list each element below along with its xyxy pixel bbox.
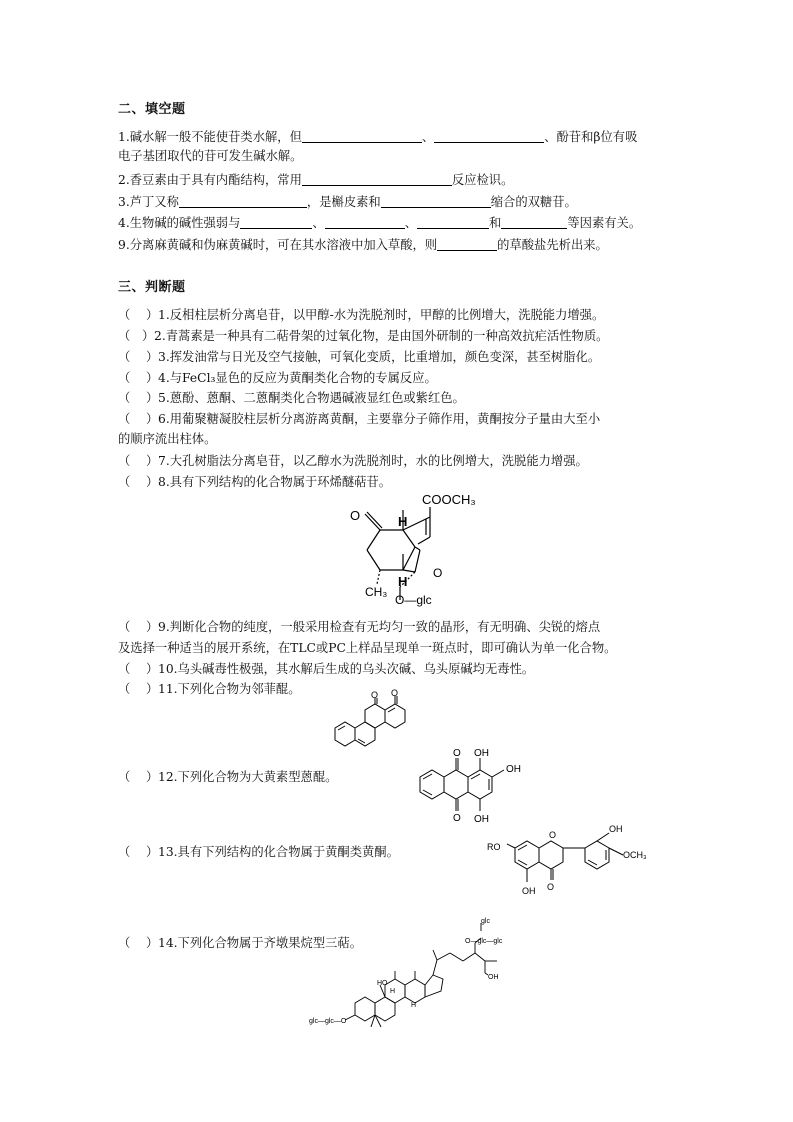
tf-item-1: （ ）1.反相柱层析分离皂苷，以甲醇-水为洗脱剂时，甲醇的比例增大，洗脱能力增强。 — [118, 308, 605, 322]
answer-blank[interactable] — [434, 129, 544, 143]
answer-parentheses[interactable]: （ ） — [118, 662, 159, 676]
tf-item-4: （ ）4.与FeCl₃显色的反应为黄酮类化合物的专属反应。 — [118, 371, 437, 385]
answer-parentheses[interactable]: （ ） — [118, 329, 155, 343]
answer-parentheses[interactable]: （ ） — [118, 682, 159, 696]
fill-q9: 9.分离麻黄碱和伪麻黄碱时，可在其水溶液中加入草酸，则 的草酸盐先析出来。 — [118, 238, 608, 252]
tf-item-9: （ ）9.判断化合物的纯度，一般采用检查有无均匀一致的晶形，有无明确、尖锐的熔点 — [118, 620, 601, 634]
answer-parentheses[interactable]: （ ） — [118, 308, 159, 322]
triterpene-sugar-left-label: glc—glc—O — [309, 1018, 347, 1025]
fill-q1-line2: 电子基团取代的苷可发生碱水解。 — [118, 149, 303, 163]
answer-blank[interactable] — [325, 215, 405, 229]
tf-item-10: （ ）10.乌头碱毒性极强，其水解后生成的乌头次碱、乌头原碱均无毒性。 — [118, 662, 535, 676]
iridoid-ester-label: COOCH₃ — [422, 492, 476, 507]
triterpene-ho-ring-label: HO — [377, 980, 388, 987]
iridoid-h-top-label: H — [398, 514, 408, 529]
section-fill-blank-title: 二、填空题 — [118, 102, 186, 117]
phenanthrenequinone-o1-label: O — [371, 690, 379, 700]
triterpene-sugar-right-label: O—glc—glc — [465, 938, 503, 945]
iridoid-glycoside-structure — [320, 492, 476, 612]
answer-parentheses[interactable]: （ ） — [118, 412, 159, 426]
answer-parentheses[interactable]: （ ） — [118, 475, 159, 489]
answer-blank[interactable] — [501, 215, 567, 229]
answer-blank[interactable] — [302, 172, 452, 186]
anthraquinone-oh3-label: OH — [474, 814, 489, 825]
triterpene-saponin-structure — [305, 915, 530, 1035]
fill-q1-line1: 1.碱水解一般不能使苷类水解，但 、 、酚苷和β位有吸 — [118, 130, 638, 144]
tf-item-6: （ ）6.用葡聚糖凝胶柱层析分离游离黄酮，主要靠分子筛作用，黄酮按分子量由大至小 — [118, 412, 601, 426]
answer-blank[interactable] — [302, 129, 422, 143]
iridoid-glycoside-label: O—glc — [395, 593, 432, 607]
tf-item-6-cont: 的顺序流出柱体。 — [118, 432, 217, 446]
flavanone-och3-label: OCH₃ — [623, 850, 647, 860]
tf-item-14: （ ）14.下列化合物属于齐墩果烷型三萜。 — [118, 936, 363, 950]
anthraquinone-o-bot-label: O — [453, 813, 461, 824]
triterpene-h2-label: H — [411, 1002, 417, 1009]
answer-parentheses[interactable]: （ ） — [118, 391, 159, 405]
tf-item-13: （ ）13.具有下列结构的化合物属于黄酮类黄酮。 — [118, 845, 399, 859]
answer-parentheses[interactable]: （ ） — [118, 371, 159, 385]
answer-parentheses[interactable]: （ ） — [118, 936, 159, 950]
iridoid-methyl-label: CH₃ — [365, 585, 388, 599]
triterpene-glc-top-label: glc — [481, 918, 490, 925]
fill-q2: 2.香豆素由于具有内酯结构，常用 反应检识。 — [118, 173, 514, 187]
tf-item-3: （ ）3.挥发油常与日光及空气接触，可氧化变质，比重增加，颜色变深，甚至树脂化。 — [118, 350, 601, 364]
fill-q3: 3.芦丁又称 ，是槲皮素和 缩合的双糖苷。 — [118, 195, 577, 209]
triterpene-h1-label: H — [390, 988, 396, 995]
answer-blank[interactable] — [437, 237, 497, 251]
triterpene-oh-side-label: OH — [488, 974, 499, 981]
answer-parentheses[interactable]: （ ） — [118, 620, 159, 634]
phenanthrenequinone-o2-label: O — [391, 688, 399, 698]
tf-item-9-cont: 及选择一种适当的展开系统，在TLC或PC上样品呈现单一斑点时，即可确认为单一化合物。 — [118, 641, 617, 655]
flavanone-oh-top-label: OH — [609, 824, 623, 834]
tf-item-12: （ ）12.下列化合物为大黄素型蒽醌。 — [118, 770, 338, 784]
flavanone-carbonyl-label: O — [547, 882, 555, 892]
answer-parentheses[interactable]: （ ） — [118, 845, 159, 859]
fill-q4: 4.生物碱的碱性强弱与 、 、 和 等因素有关。 — [118, 216, 642, 230]
answer-parentheses[interactable]: （ ） — [118, 454, 159, 468]
tf-item-2: （ ）2.青蒿素是一种具有二萜骨架的过氧化物，是由国外研制的一种高效抗疟活性物质。 — [118, 329, 609, 343]
answer-blank[interactable] — [240, 215, 312, 229]
flavanone-ro-label: RO — [487, 842, 501, 852]
iridoid-ring-o-label: O — [433, 566, 443, 580]
answer-blank[interactable] — [417, 215, 489, 229]
tf-item-8: （ ）8.具有下列结构的化合物属于环烯醚萜苷。 — [118, 475, 392, 489]
iridoid-carbonyl-o-label: O — [350, 508, 361, 523]
answer-blank[interactable] — [381, 194, 491, 208]
anthraquinone-o-top-label: O — [453, 748, 461, 759]
iridoid-h-bot-label: H — [398, 574, 408, 589]
tf-item-5: （ ）5.蒽酚、蒽酮、二蒽酮类化合物遇碱液显红色或紫红色。 — [118, 391, 465, 405]
answer-parentheses[interactable]: （ ） — [118, 350, 159, 364]
anthraquinone-oh1-label: OH — [474, 748, 489, 759]
answer-parentheses[interactable]: （ ） — [118, 770, 159, 784]
phenanthrenequinone-structure — [325, 690, 415, 755]
section-true-false-title: 三、判断题 — [118, 280, 186, 295]
flavanone-structure — [485, 820, 670, 902]
anthraquinone-structure — [410, 744, 530, 829]
tf-item-7: （ ）7.大孔树脂法分离皂苷，以乙醇水为洗脱剂时，水的比例增大，洗脱能力增强。 — [118, 454, 588, 468]
answer-blank[interactable] — [179, 194, 307, 208]
anthraquinone-oh2-label: OH — [506, 764, 521, 775]
tf-item-11: （ ）11.下列化合物为邻菲醌。 — [118, 682, 301, 696]
flavanone-ring-o-label: O — [549, 830, 557, 840]
flavanone-oh-bot-label: OH — [522, 886, 536, 896]
